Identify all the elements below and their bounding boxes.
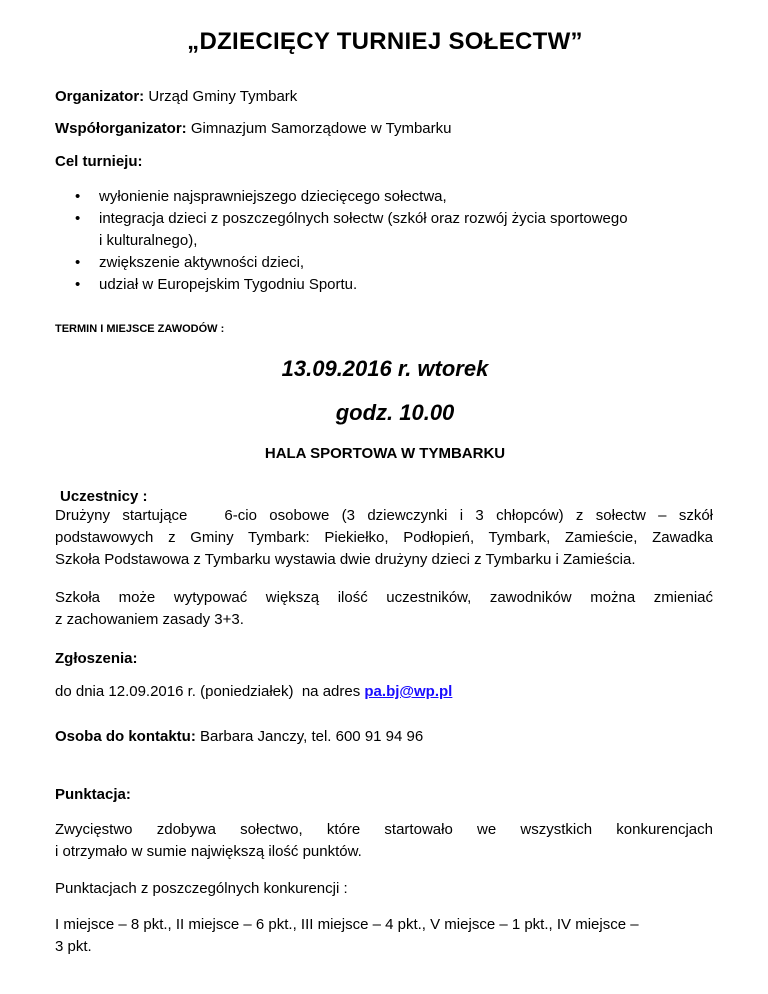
organizer-line: [55, 86, 297, 108]
organizer-value: Urząd Gminy Tymbark: [144, 88, 298, 105]
co-organizer-value: Gimnazjum Samorządowe w Tymbarku: [186, 120, 452, 137]
registration-line: [55, 681, 452, 703]
registration-text: do dnia 12.09.2016 r. (poniedziałek) na adres: [55, 683, 365, 700]
list-item: • zwiększenie aktywności dzieci,: [55, 252, 695, 274]
event-time: godz. 10.00: [335, 400, 455, 425]
points-line-2: 3 pkt.: [55, 938, 92, 955]
event-date: 13.09.2016 r. wtorek: [281, 356, 489, 381]
registration-heading: Zgłoszenia:: [55, 650, 138, 667]
list-item: • integracja dzieci z poszczególnych sołectw (szkół oraz rozwój życia sportowego i kulturalnego),: [55, 208, 695, 252]
scoring-sub: Punktacjach z poszczególnych konkurencji :: [55, 880, 348, 897]
scoring-heading: Punktacja:: [55, 786, 131, 803]
list-item: • wyłonienie najsprawniejszego dziecięcego sołectwa,: [55, 186, 695, 208]
contact-line: [55, 726, 423, 748]
list-item: • udział w Europejskim Tygodniu Sportu.: [55, 274, 695, 296]
venue-heading: TERMIN I MIEJSCE ZAWODÓW :: [55, 323, 225, 335]
co-organizer-line: [55, 118, 452, 140]
participants-text: Drużyny startujące 6-cio osobowe (3 dziewczynki i 3 chłopców) z sołectw – szkół podstawowych z Gminy Tymbark: Piekiełko, Podłopień, Tymbark, Zamieście, Zawadka Szkoła Podstawowa z Tymbarku wystawia dwie drużyny dzieci z Tymbarku i Zamieścia.: [55, 507, 713, 568]
contact-label: Osoba do kontaktu:: [55, 728, 196, 745]
event-place: HALA SPORTOWA W TYMBARKU: [264, 445, 506, 462]
page-title: „DZIECIĘCY TURNIEJ SOŁECTW”: [187, 28, 583, 55]
organizer-label: Organizator:: [55, 88, 145, 105]
scoring-text: Zwycięstwo zdobywa sołectwo, które startowało we wszystkich konkurencjach i otrzymało w sumie największą ilość punktów.: [55, 821, 713, 860]
goals-list: [55, 186, 695, 296]
goals-heading: Cel turnieju:: [55, 153, 143, 170]
co-organizer-label: Współorganizator:: [55, 120, 187, 137]
email-link[interactable]: pa.bj@wp.pl: [364, 683, 453, 700]
contact-value: Barbara Janczy, tel. 600 91 94 96: [195, 728, 424, 745]
participants-heading: Uczestnicy :: [60, 488, 148, 505]
points-line-1: I miejsce – 8 pkt., II miejsce – 6 pkt., III miejsce – 4 pkt., V miejsce – 1 pkt., IV miejsce –: [55, 916, 639, 933]
participants-rule: Szkoła może wytypować większą ilość uczestników, zawodników można zmieniać z zachowaniem zasady 3+3.: [55, 589, 713, 628]
